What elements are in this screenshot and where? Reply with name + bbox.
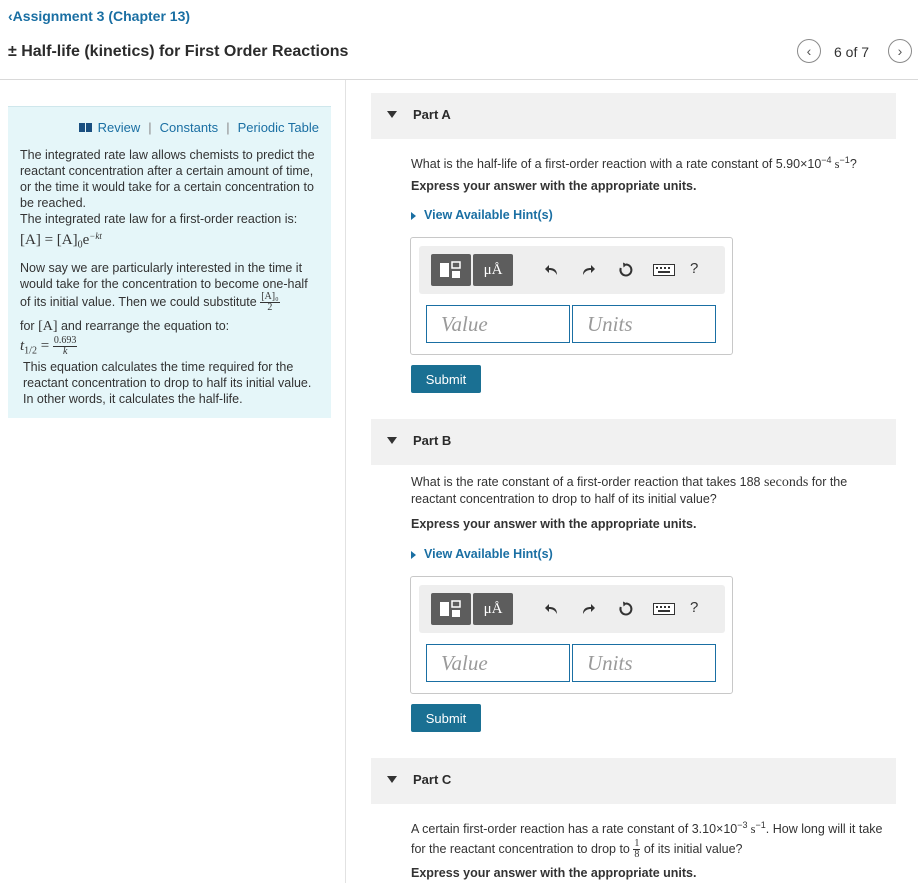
half-life-explanation: This equation calculates the time required for the reactant concentration to drop to half its initial value. In other words, it calculates the half-life. bbox=[23, 360, 312, 406]
part-b-question: What is the rate constant of a first-order reaction that takes 188 seconds for the reactant concentration to drop to half of its initial value? bbox=[411, 475, 848, 506]
help-icon[interactable]: ? bbox=[690, 260, 699, 277]
chevron-right-icon: › bbox=[897, 43, 903, 59]
part-c-question: A certain first-order reaction has a rate constant of $3.10\times 10^{-3}$ $s^{-1}$. How long will it take for the reactant concentration to drop to $\frac{1}{8}$ of its initial value? bbox=[411, 820, 883, 861]
part-b-toolbar bbox=[419, 585, 725, 633]
half-concentration-fraction: $\frac{\text{[A]₀}}{2}$ bbox=[261, 291, 279, 313]
constants-link[interactable]: Constants bbox=[159, 120, 219, 135]
chevron-left-icon: ‹ bbox=[8, 8, 13, 24]
part-a-units-input[interactable] bbox=[572, 305, 716, 343]
collapse-caret-icon[interactable] bbox=[387, 437, 397, 444]
part-a-submit-button[interactable]: Submit bbox=[411, 365, 481, 393]
templates-icon[interactable] bbox=[431, 593, 471, 625]
part-b-answer-box bbox=[410, 576, 733, 694]
periodic-table-link[interactable]: Periodic Table bbox=[237, 120, 319, 135]
header-divider bbox=[0, 79, 918, 80]
part-b-submit-button[interactable]: Submit bbox=[411, 704, 481, 732]
part-c-header[interactable] bbox=[371, 758, 896, 804]
resource-links bbox=[79, 120, 319, 135]
part-a-value-input[interactable] bbox=[426, 305, 570, 343]
part-a-hint-toggle[interactable]: View Available Hint(s) bbox=[411, 208, 553, 222]
part-b-units-input[interactable] bbox=[572, 644, 716, 682]
part-b-label[interactable]: Part B bbox=[413, 433, 452, 448]
undo-icon[interactable] bbox=[541, 599, 563, 619]
undo-icon[interactable] bbox=[541, 260, 563, 280]
redo-icon[interactable] bbox=[577, 260, 599, 280]
part-a-question: What is the half-life of a first-order reaction with a rate constant of $5.90\times 10^{-4}$ $s^{-1}$? bbox=[411, 155, 857, 172]
part-c-instructions: Express your answer with the appropriate units. bbox=[411, 866, 697, 880]
templates-icon[interactable] bbox=[431, 254, 471, 286]
one-eighth-fraction: $\frac{1}{8}$ bbox=[634, 838, 640, 861]
integrated-rate-law-equation: $[A] = [A]_0e^{-kt}$ bbox=[20, 231, 102, 251]
units-symbol-button[interactable]: μÅ bbox=[473, 593, 513, 625]
part-a-instructions: Express your answer with the appropriate units. bbox=[411, 179, 697, 193]
next-page-button[interactable] bbox=[888, 39, 912, 63]
substitution-paragraph: Now say we are particularly interested in the time it would take for the concentration to become one-half of its initial value. Then we could substitute $\frac{\text{[A]₀}}{2}$ bbox=[20, 261, 308, 313]
part-b-header[interactable] bbox=[371, 419, 896, 465]
link-separator: | bbox=[226, 120, 230, 135]
part-b-value-input[interactable] bbox=[426, 644, 570, 682]
part-b-instructions: Express your answer with the appropriate units. bbox=[411, 517, 697, 531]
caret-right-icon bbox=[411, 212, 416, 220]
link-separator: | bbox=[148, 120, 152, 135]
part-b-hint-toggle[interactable]: View Available Hint(s) bbox=[411, 547, 553, 561]
collapse-caret-icon[interactable] bbox=[387, 111, 397, 118]
rate-law-intro: The integrated rate law for a first-order reaction is: bbox=[20, 212, 298, 226]
collapse-caret-icon[interactable] bbox=[387, 776, 397, 783]
previous-page-button[interactable] bbox=[797, 39, 821, 63]
redo-icon[interactable] bbox=[577, 599, 599, 619]
rearrange-paragraph: for [A] and rearrange the equation to: bbox=[20, 319, 230, 334]
part-c-label[interactable]: Part C bbox=[413, 772, 452, 787]
keyboard-icon[interactable] bbox=[653, 599, 675, 619]
review-link[interactable]: Review bbox=[97, 120, 141, 135]
reset-icon[interactable] bbox=[615, 260, 637, 280]
info-panel bbox=[8, 106, 331, 418]
intro-paragraph: The integrated rate law allows chemists to predict the reactant concentration after a certain amount of time, or the time it would take for a certain concentration to be reached. bbox=[20, 148, 315, 210]
reset-icon[interactable] bbox=[615, 599, 637, 619]
part-a-toolbar bbox=[419, 246, 725, 294]
page-title: ± Half-life (kinetics) for First Order Reactions bbox=[8, 43, 349, 60]
back-to-assignment-link[interactable] bbox=[8, 8, 190, 24]
keyboard-icon[interactable] bbox=[653, 260, 675, 280]
part-a-label[interactable]: Part A bbox=[413, 107, 451, 122]
part-a-answer-box bbox=[410, 237, 733, 355]
help-icon[interactable]: ? bbox=[690, 599, 699, 616]
units-symbol-button[interactable]: μÅ bbox=[473, 254, 513, 286]
caret-right-icon bbox=[411, 551, 416, 559]
column-divider bbox=[345, 80, 346, 883]
book-icon bbox=[79, 123, 92, 132]
back-link-label: Assignment 3 (Chapter 13) bbox=[12, 8, 191, 24]
half-life-equation: $t_{1/2}$ = $\frac{0.693}{k}$ bbox=[20, 335, 77, 357]
chevron-left-icon: ‹ bbox=[806, 43, 812, 59]
part-a-header[interactable] bbox=[371, 93, 896, 139]
page-counter: 6 of 7 bbox=[834, 44, 870, 60]
